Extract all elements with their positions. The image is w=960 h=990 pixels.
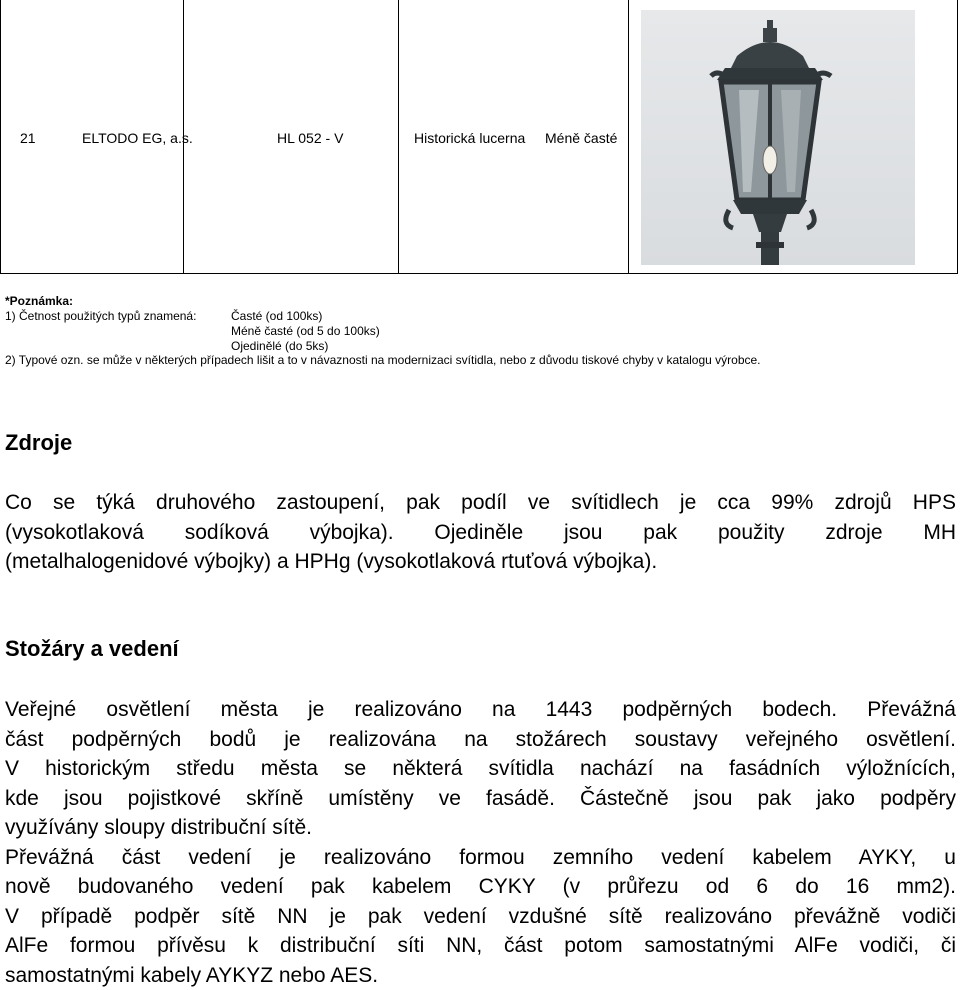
- section-heading-zdroje: Zdroje: [5, 430, 72, 456]
- paragraph-line: kde jsou pojistkové skříně umístěny ve fasádě. Částečně jsou pak jako podpěry: [5, 784, 956, 814]
- paragraph-line: využívány sloupy distribuční sítě.: [5, 813, 956, 843]
- table-border-bottom: [0, 273, 958, 274]
- section-heading-stozary: Stožáry a vedení: [5, 636, 179, 662]
- table-border-left: [0, 0, 1, 274]
- paragraph-line: (metalhalogenidové výbojky) a HPHg (vysokotlaková rtuťová výbojka).: [5, 547, 956, 577]
- table-divider: [628, 0, 629, 274]
- paragraph-line: AlFe formou přívěsu k distribuční síti NN, část potom samostatnými AlFe vodiči, či: [5, 931, 956, 961]
- paragraph-line: (vysokotlaková sodíková výbojka). Ojediněle jsou pak použity zdroje MH: [5, 518, 956, 548]
- paragraph-line: Převážná část vedení je realizováno formou zemního vedení kabelem AYKY, u: [5, 843, 956, 873]
- historic-lantern-image: [641, 10, 915, 265]
- paragraph-line: Veřejné osvětlení města je realizováno na 1443 podpěrných bodech. Převážná: [5, 695, 956, 725]
- row-number: 21: [20, 130, 36, 146]
- lamp-table-row: [0, 0, 958, 274]
- freq-option-less-frequent: Méně časté (od 5 do 100ks): [231, 324, 380, 338]
- table-border-right: [957, 0, 958, 274]
- freq-option-frequent: Časté (od 100ks): [231, 309, 322, 323]
- note-line-1: 1) Četnost použitých typů znamená:: [5, 309, 196, 323]
- note-line-2: 2) Typové ozn. se může v některých případech lišit a to v návaznosti na modernizaci svítidla, nebo z důvodu tiskové chyby v katalogu výrobce.: [5, 353, 761, 367]
- paragraph-line: část podpěrných bodů je realizována na stožárech soustavy veřejného osvětlení.: [5, 725, 956, 755]
- lamp-photo: [641, 10, 915, 265]
- row-description: Historická lucerna: [414, 130, 525, 146]
- paragraph-line: V případě podpěr sítě NN je pak vedení vzdušné sítě realizováno převážně vodiči: [5, 902, 956, 932]
- paragraph-line: nově budovaného vedení pak kabelem CYKY (v průřezu od 6 do 16 mm2).: [5, 872, 956, 902]
- paragraph-line: Co se týká druhového zastoupení, pak podíl ve svítidlech je cca 99% zdrojů HPS: [5, 488, 956, 518]
- freq-option-rare: Ojedinělé (do 5ks): [231, 339, 328, 353]
- row-company: ELTODO EG, a.s.: [82, 130, 193, 146]
- paragraph-line: V historickým středu města se některá svítidla nachází na fasádních výložnících,: [5, 754, 956, 784]
- note-title: *Poznámka:: [5, 294, 73, 308]
- row-type-code: HL 052 - V: [277, 130, 343, 146]
- row-frequency: Méně časté: [545, 130, 617, 146]
- paragraph-stozary: [5, 695, 956, 990]
- table-divider: [398, 0, 399, 274]
- paragraph-line: samostatnými kabely AYKYZ nebo AES.: [5, 961, 956, 990]
- paragraph-zdroje: [5, 488, 956, 577]
